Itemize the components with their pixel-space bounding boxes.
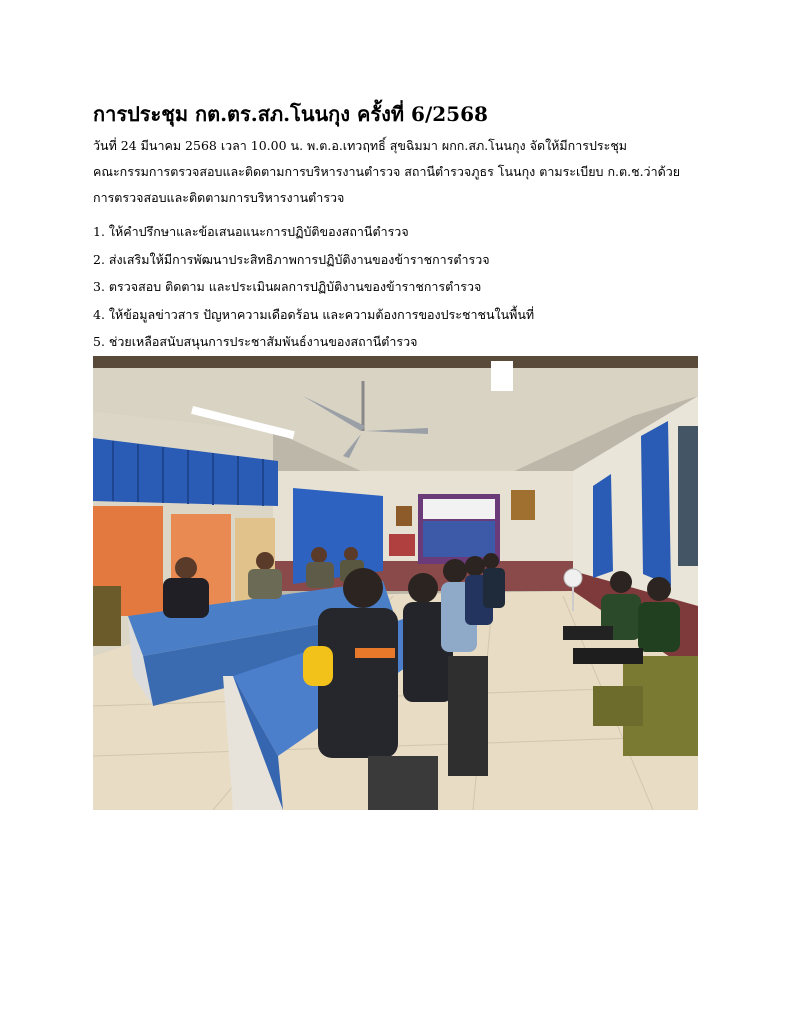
duty-list	[93, 218, 703, 356]
list-item: 1. ให้คำปรึกษาและข้อเสนอแนะการปฏิบัติของสถานีตำรวจ	[93, 224, 409, 239]
intro-paragraph	[93, 133, 703, 211]
paragraph-line: คณะกรรมการตรวจสอบและติดตามการบริหารงานตำรวจ สถานีตำรวจภูธร โนนกุง ตามระเบียบ ก.ต.ช.ว่าด้วย	[93, 164, 681, 179]
paragraph-line: วันที่ 24 มีนาคม 2568 เวลา 10.00 น. พ.ต.อ.เทวฤทธิ์ สุขฉิมมา ผกก.สภ.โนนกุง จัดให้มีการประชุม	[93, 138, 628, 153]
paragraph-line: การตรวจสอบและติดตามการบริหารงานตำรวจ	[93, 190, 345, 205]
list-item: 4. ให้ข้อมูลข่าวสาร ปัญหาความเดือดร้อน และความต้องการของประชาชนในพื้นที่	[93, 306, 535, 322]
document-title: การประชุม กต.ตร.สภ.โนนกุง ครั้งที่ 6/2568	[93, 102, 488, 126]
list-item: 2. ส่งเสริมให้มีการพัฒนาประสิทธิภาพการปฏิบัติงานของข้าราชการตำรวจ	[93, 251, 490, 267]
list-item: 5. ช่วยเหลือสนับสนุนการประชาสัมพันธ์งานของสถานีตำรวจ	[93, 334, 418, 349]
list-item: 3. ตรวจสอบ ติดตาม และประเมินผลการปฏิบัติงานของข้าราชการตำรวจ	[93, 279, 482, 294]
meeting-room-photo	[93, 356, 698, 810]
